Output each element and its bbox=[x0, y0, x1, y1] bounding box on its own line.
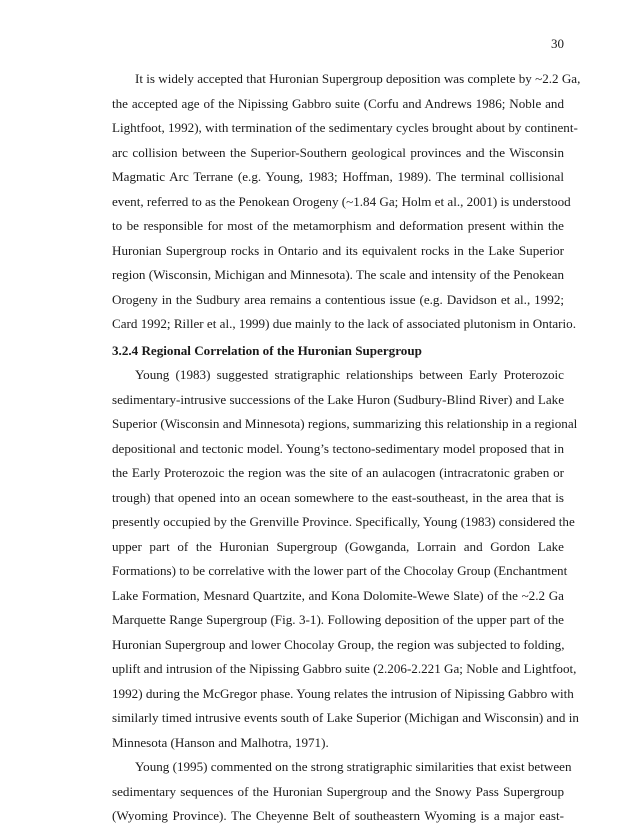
paragraph-line: event, referred to as the Penokean Orogeny (~1.84 Ga; Holm et al., 2001) is understood bbox=[112, 193, 571, 209]
paragraph-line: Young (1995) commented on the strong stratigraphic similarities that exist between bbox=[135, 759, 572, 774]
paragraph-young-1995 bbox=[112, 755, 572, 829]
paragraph-line: trough) that opened into an ocean somewhere to the east-southeast, in the area that is bbox=[112, 489, 564, 505]
paragraph-line: sedimentary sequences of the Huronian Supergroup and the Snowy Pass Supergroup bbox=[112, 783, 564, 799]
document-body bbox=[112, 67, 581, 829]
paragraph-line: (Wyoming Province). The Cheyenne Belt of southeastern Wyoming is a major east- bbox=[112, 808, 564, 823]
section-heading: 3.2.4 Regional Correlation of the Huronian Supergroup bbox=[112, 342, 422, 358]
paragraph-line: Huronian Supergroup and lower Chocolay Group, the region was subjected to folding, bbox=[112, 636, 565, 652]
page-number: 30 bbox=[551, 36, 564, 51]
paragraph-line: Marquette Range Supergroup (Fig. 3-1). Following deposition of the upper part of the bbox=[112, 612, 564, 627]
paragraph-line: Superior (Wisconsin and Minnesota) regions, summarizing this relationship in a regional bbox=[112, 416, 578, 431]
paragraph-line: to be responsible for most of the metamorphism and deformation present within the bbox=[112, 218, 564, 233]
paragraph-line: It is widely accepted that Huronian Supergroup deposition was complete by ~2.2 Ga, bbox=[135, 71, 581, 86]
paragraph-line: arc collision between the Superior-Southern geological provinces and the Wisconsin bbox=[112, 144, 564, 160]
paragraph-line: sedimentary-intrusive successions of the Lake Huron (Sudbury-Blind River) and Lake bbox=[112, 391, 564, 407]
paragraph-line: Minnesota (Hanson and Malhotra, 1971). bbox=[112, 734, 329, 750]
paragraph-young-1983 bbox=[112, 363, 579, 755]
paragraph-line: the accepted age of the Nipissing Gabbro suite (Corfu and Andrews 1986; Noble and bbox=[112, 95, 564, 111]
paragraph-line: Lightfoot, 1992), with termination of the sedimentary cycles brought about by continent- bbox=[112, 120, 578, 135]
paragraph-line: similarly timed intrusive events south of Lake Superior (Michigan and Wisconsin) and in bbox=[112, 710, 579, 725]
paragraph-line: uplift and intrusion of the Nipissing Gabbro suite (2.206-2.221 Ga; Noble and Lightfoot, bbox=[112, 661, 577, 676]
paragraph-line: 1992) during the McGregor phase. Young relates the intrusion of Nipissing Gabbro with bbox=[112, 685, 574, 701]
paragraph-line: Magmatic Arc Terrane (e.g. Young, 1983; Hoffman, 1989). The terminal collisional bbox=[112, 169, 564, 184]
paragraph-line: Orogeny in the Sudbury area remains a contentious issue (e.g. Davidson et al., 1992; bbox=[112, 291, 564, 307]
paragraph-line: region (Wisconsin, Michigan and Minnesota). The scale and intensity of the Penokean bbox=[112, 267, 564, 282]
paragraph-line: Young (1983) suggested stratigraphic relationships between Early Proterozoic bbox=[135, 367, 564, 382]
paragraph-line: upper part of the Huronian Supergroup (Gowganda, Lorrain and Gordon Lake bbox=[112, 538, 564, 554]
paragraph-line: Huronian Supergroup rocks in Ontario and its equivalent rocks in the Lake Superior bbox=[112, 242, 564, 258]
paragraph-line: depositional and tectonic model. Young’s tectono-sedimentary model proposed that in bbox=[112, 440, 564, 456]
paragraph-penokean-orogeny bbox=[112, 67, 581, 337]
paragraph-line: Lake Formation, Mesnard Quartzite, and Kona Dolomite-Wewe Slate) of the ~2.2 Ga bbox=[112, 587, 564, 603]
paragraph-line: Card 1992; Riller et al., 1999) due mainly to the lack of associated plutonism in Ontario. bbox=[112, 316, 577, 331]
paragraph-line: the Early Proterozoic the region was the site of an aulacogen (intracratonic graben or bbox=[112, 465, 564, 480]
paragraph-line: Formations) to be correlative with the lower part of the Chocolay Group (Enchantment bbox=[112, 563, 568, 578]
paragraph-line: presently occupied by the Grenville Province. Specifically, Young (1983) considered the bbox=[112, 514, 575, 529]
